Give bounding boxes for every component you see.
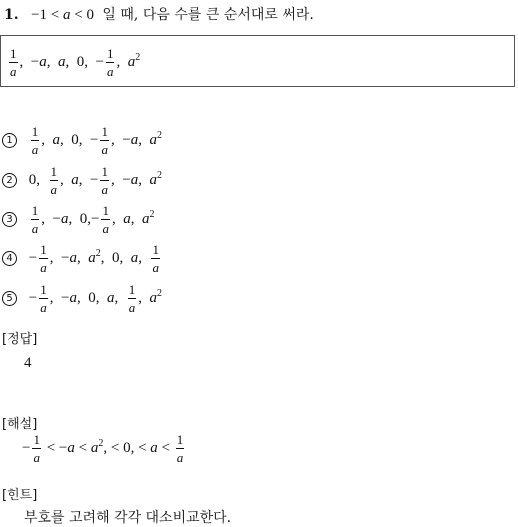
choice-3[interactable]: 3 $\frac{1}{a}$ , −a, 0,− $\frac{1}{a}$ , a, $a^2$ (2, 204, 154, 235)
question-line (4, 4, 314, 24)
choice-3-marker: 3 (2, 212, 17, 227)
answer-label: [정답] (2, 332, 38, 347)
given-numbers-box (0, 35, 515, 87)
hint-text: 부호를 고려해 각각 대소비교한다. (24, 510, 232, 526)
question-number: 1. (4, 7, 19, 23)
explanation-math: − $\frac{1}{a}$ < $-a < a^2$, < 0, < a < $\frac{1}{a}$ (22, 432, 184, 465)
question-condition: −1 < a < 0 (31, 7, 94, 23)
choice-5-marker: 5 (2, 291, 17, 306)
hint-label: [힌트] (2, 488, 38, 503)
answer-value: 4 (24, 355, 32, 371)
given-numbers: $\frac{1}{a}$ , −a, a, 0, − $\frac{1}{a}$ , $a^2$ (10, 46, 141, 79)
explanation-label: [해설] (2, 417, 38, 432)
choice-4-marker: 4 (2, 251, 17, 266)
choice-2-marker: 2 (2, 173, 17, 188)
choice-4[interactable]: 4 − $\frac{1}{a}$ , −a, $a^2$, 0, a, $\frac{1}{a}$ (2, 243, 162, 274)
choice-5[interactable]: 5 − $\frac{1}{a}$ , −a, 0, a, $\frac{1}{a}$ , $a^2$ (2, 283, 162, 314)
choice-2[interactable]: 2 0, $\frac{1}{a}$ , a, − $\frac{1}{a}$ , −a, $a^2$ (2, 165, 162, 196)
choice-1-marker: 1 (2, 133, 17, 148)
question-text: 일 때, 다음 수를 큰 순서대로 써라. (102, 7, 314, 23)
choice-1[interactable]: 1 $\frac{1}{a}$ , a, 0, − $\frac{1}{a}$ , −a, $a^2$ (2, 125, 162, 156)
